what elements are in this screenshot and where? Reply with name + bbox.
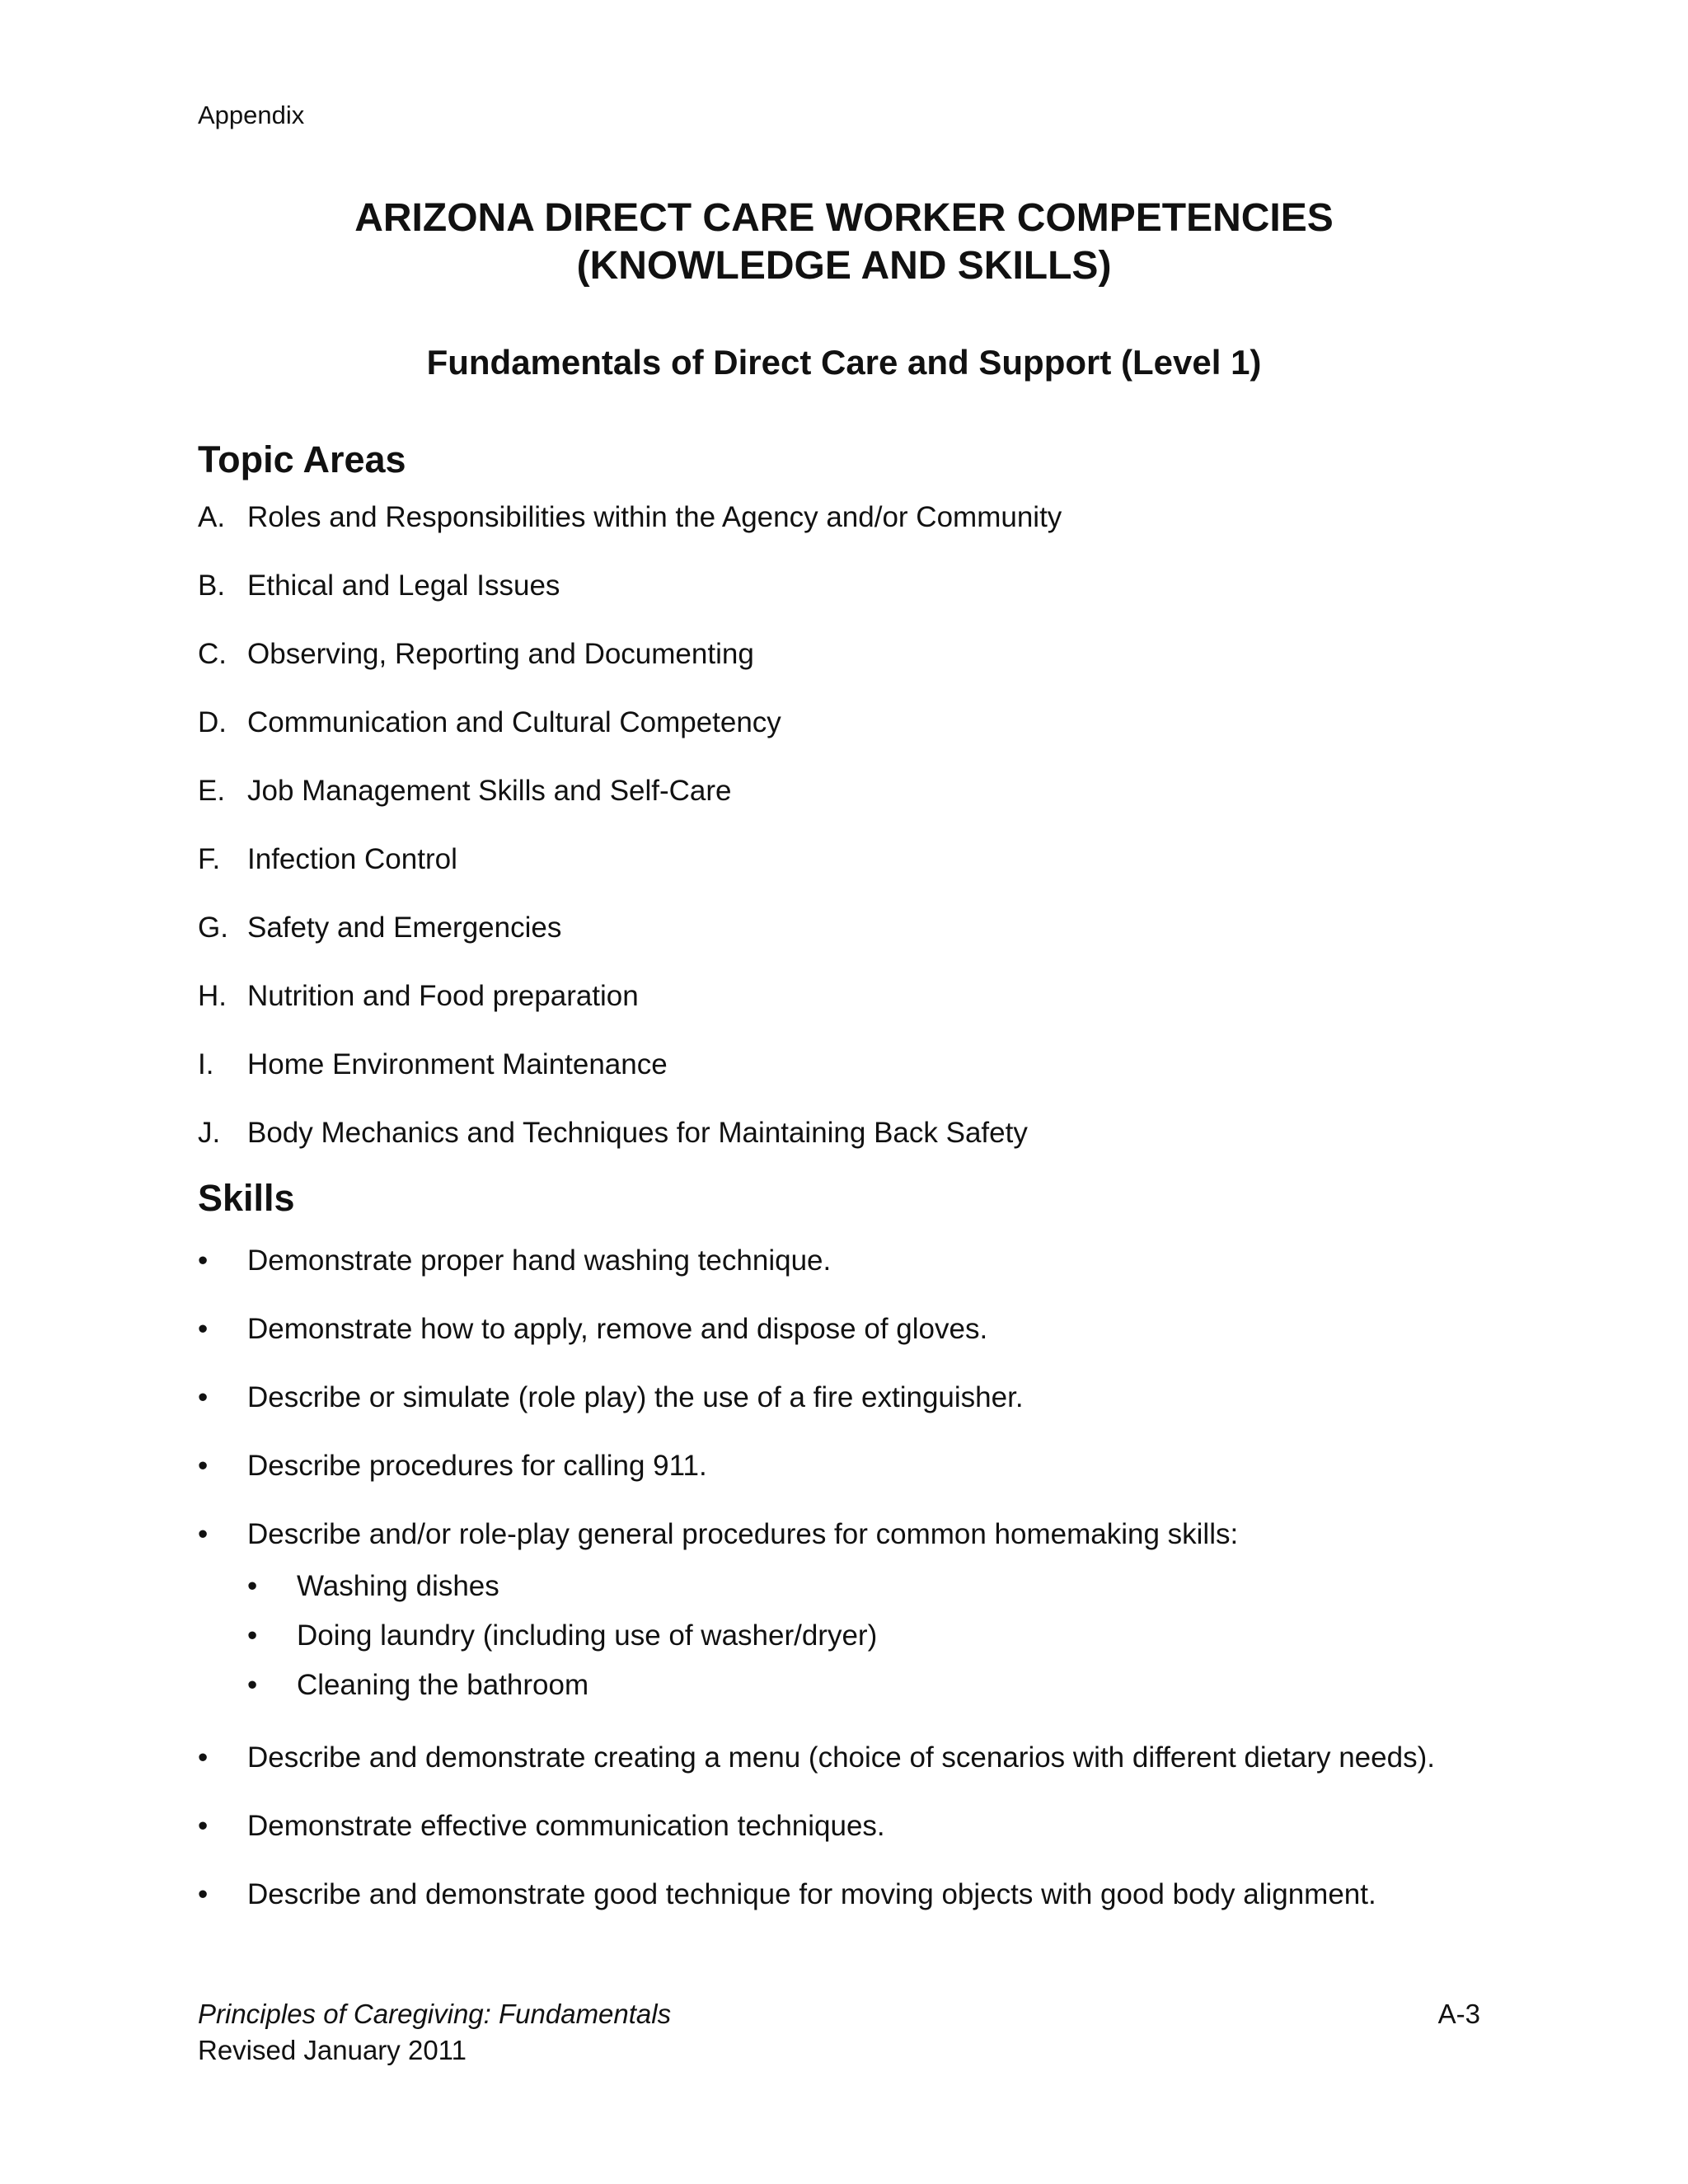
bullet-icon: • xyxy=(198,1244,209,1277)
bullet-icon: • xyxy=(247,1669,258,1701)
skill-content xyxy=(247,1309,1480,1350)
skill-text: Demonstrate how to apply, remove and dispose of gloves. xyxy=(247,1313,988,1345)
topic-area-letter: J. xyxy=(198,1117,221,1149)
footer-book-title: Principles of Caregiving: Fundamentals xyxy=(198,1999,672,2029)
topic-area-letter: D. xyxy=(198,706,227,738)
topic-area-item xyxy=(198,1117,1517,1185)
skill-item xyxy=(198,1874,1480,1915)
skill-content xyxy=(247,1377,1480,1418)
skill-content xyxy=(247,1806,1480,1847)
skill-text: Describe procedures for calling 911. xyxy=(247,1450,707,1482)
page-number: A-3 xyxy=(1437,1999,1480,2029)
bullet-icon: • xyxy=(198,1810,209,1842)
topic-areas-list xyxy=(198,501,1517,1185)
topic-area-letter: G. xyxy=(198,912,228,944)
footer-left xyxy=(198,1996,671,2069)
document-title xyxy=(0,194,1688,290)
title-line-1: ARIZONA DIRECT CARE WORKER COMPETENCIES xyxy=(354,196,1334,240)
skill-item xyxy=(198,1446,1480,1487)
skill-text: Describe or simulate (role play) the use of a fire extinguisher. xyxy=(247,1381,1024,1413)
topic-area-item xyxy=(198,980,1517,1048)
topic-area-item xyxy=(198,569,1517,638)
topic-area-text: Communication and Cultural Competency xyxy=(247,706,781,738)
topic-area-letter: I. xyxy=(198,1048,214,1080)
skill-subitem xyxy=(247,1611,1480,1661)
topic-areas-heading: Topic Areas xyxy=(198,438,406,480)
skill-text: Describe and/or role-play general procedures for common homemaking skills: xyxy=(247,1518,1239,1550)
topic-area-item xyxy=(198,501,1517,569)
skill-text: Describe and demonstrate good technique for moving objects with good body alignment. xyxy=(247,1878,1376,1910)
topic-area-letter: C. xyxy=(198,638,227,670)
bullet-icon: • xyxy=(198,1313,209,1345)
topic-area-item xyxy=(198,638,1517,706)
topic-area-text: Safety and Emergencies xyxy=(247,912,562,944)
skill-text: Describe and demonstrate creating a menu (choice of scenarios with different dietary needs). xyxy=(247,1741,1435,1774)
skill-subitem xyxy=(247,1661,1480,1710)
topic-area-letter: E. xyxy=(198,775,226,807)
skill-content xyxy=(247,1240,1480,1282)
skill-item xyxy=(198,1309,1480,1350)
topic-area-item xyxy=(198,775,1517,843)
skill-item xyxy=(198,1514,1480,1710)
skill-subitem xyxy=(247,1562,1480,1611)
skill-subitem-text: Cleaning the bathroom xyxy=(297,1669,589,1701)
topic-area-item xyxy=(198,706,1517,775)
skills-list xyxy=(198,1240,1480,1943)
bullet-icon: • xyxy=(198,1450,209,1482)
topic-area-text: Nutrition and Food preparation xyxy=(247,980,639,1012)
skill-subitem-text: Doing laundry (including use of washer/dryer) xyxy=(297,1619,878,1652)
topic-area-item xyxy=(198,912,1517,980)
skill-content xyxy=(247,1874,1480,1915)
bullet-icon: • xyxy=(198,1741,209,1774)
skill-item xyxy=(198,1377,1480,1418)
topic-area-item xyxy=(198,1048,1517,1117)
topic-area-text: Body Mechanics and Techniques for Maintaining Back Safety xyxy=(247,1117,1028,1149)
skill-content xyxy=(247,1514,1480,1710)
skills-heading: Skills xyxy=(198,1177,295,1219)
running-header: Appendix xyxy=(198,101,305,129)
bullet-icon: • xyxy=(198,1381,209,1413)
bullet-icon: • xyxy=(247,1570,258,1602)
topic-area-item xyxy=(198,843,1517,912)
topic-area-letter: H. xyxy=(198,980,227,1012)
topic-area-text: Home Environment Maintenance xyxy=(247,1048,668,1080)
topic-area-text: Ethical and Legal Issues xyxy=(247,569,560,602)
topic-area-letter: A. xyxy=(198,501,226,533)
topic-area-letter: F. xyxy=(198,843,221,875)
bullet-icon: • xyxy=(198,1518,209,1550)
skill-subitem-text: Washing dishes xyxy=(297,1570,499,1602)
skill-item xyxy=(198,1737,1480,1779)
skill-text: Demonstrate effective communication techniques. xyxy=(247,1810,885,1842)
skill-item xyxy=(198,1806,1480,1847)
skill-text: Demonstrate proper hand washing technique. xyxy=(247,1244,832,1277)
skill-content xyxy=(247,1446,1480,1487)
skill-sublist xyxy=(247,1562,1480,1710)
footer-revised-date: Revised January 2011 xyxy=(198,2035,467,2065)
topic-area-text: Job Management Skills and Self-Care xyxy=(247,775,732,807)
topic-area-letter: B. xyxy=(198,569,226,602)
skill-content xyxy=(247,1737,1480,1779)
title-line-2: (KNOWLEDGE AND SKILLS) xyxy=(576,244,1112,288)
topic-area-text: Observing, Reporting and Documenting xyxy=(247,638,754,670)
bullet-icon: • xyxy=(198,1878,209,1910)
bullet-icon: • xyxy=(247,1619,258,1652)
topic-area-text: Infection Control xyxy=(247,843,457,875)
skill-item xyxy=(198,1240,1480,1282)
document-subtitle: Fundamentals of Direct Care and Support (Level 1) xyxy=(426,343,1262,382)
topic-area-text: Roles and Responsibilities within the Agency and/or Community xyxy=(247,501,1062,533)
